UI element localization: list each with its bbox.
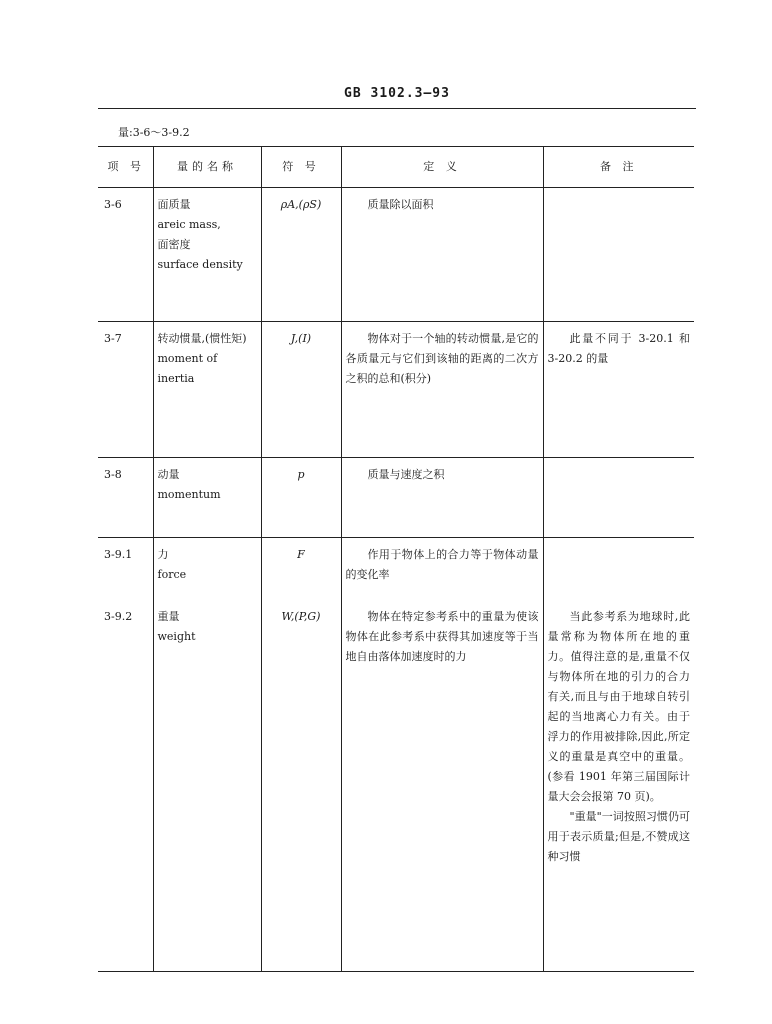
- column-header-quantity-name: 量的名称: [153, 147, 261, 188]
- quantity-name-en: force: [157, 568, 187, 581]
- quantity-name-zh: 力: [157, 548, 169, 561]
- column-header-definition: 定 义: [341, 147, 543, 188]
- page-header-title: GB 3102.3—93: [344, 86, 450, 101]
- table-row: [98, 322, 694, 458]
- header-rule: [98, 108, 696, 109]
- definition: 质量除以面积: [341, 188, 543, 322]
- quantity-name: [153, 458, 261, 538]
- definition: 作用于物体上的合力等于物体动量的变化率: [341, 538, 543, 600]
- definition: 质量与速度之积: [341, 458, 543, 538]
- table-row: [98, 188, 694, 322]
- item-no: 3-9.1: [104, 548, 133, 561]
- symbol: p: [261, 458, 341, 538]
- table-row: [98, 600, 694, 972]
- table-caption: 量:3-6～3-9.2: [118, 126, 190, 139]
- quantity-name: [153, 600, 261, 972]
- table-row: [98, 538, 694, 600]
- symbol: J,(I): [261, 322, 341, 458]
- remarks: 此量不同于 3-20.1 和 3-20.2 的量: [543, 322, 694, 458]
- remarks: [543, 458, 694, 538]
- quantities-table: [98, 146, 694, 972]
- quantity-name-en: areic mass,: [157, 218, 221, 231]
- definition: 物体在特定参考系中的重量为使该物体在此参考系中获得其加速度等于当地自由落体加速度时的力: [341, 600, 543, 972]
- quantity-name: [153, 322, 261, 458]
- quantity-name: [153, 188, 261, 322]
- symbol: W,(P,G): [261, 600, 341, 972]
- table-row: [98, 458, 694, 538]
- item-no: 3-6: [98, 188, 153, 322]
- definition: 物体对于一个轴的转动惯量,是它的各质量元与它们到该轴的距离的二次方之积的总和(积分): [341, 322, 543, 458]
- remarks: [543, 538, 694, 600]
- column-header-item-no: 项 号: [98, 147, 153, 188]
- quantity-name-en: momentum: [157, 488, 221, 501]
- symbol: ρA,(ρS): [261, 188, 341, 322]
- item-no: 3-7: [98, 322, 153, 458]
- symbol: F: [261, 538, 341, 600]
- remarks: [543, 600, 694, 972]
- quantity-name-zh: 重量: [157, 609, 180, 623]
- quantity-name-en-alt: surface density: [157, 258, 243, 271]
- quantity-name-zh-alt: 面密度: [157, 238, 191, 251]
- column-header-symbol: 符 号: [261, 147, 341, 188]
- quantity-name-zh: 转动惯量,(惯性矩): [157, 332, 247, 345]
- column-header-remarks: 备 注: [543, 147, 694, 188]
- remarks-paragraph: 当此参考系为地球时,此量常称为物体所在地的重力。值得注意的是,重量不仅与物体所在地的引力的合力有关,而且与由于地球自转引起的当地离心力有关。由于浮力的作用被排除,因此,所定义的重量是真空中的重量。(参看 1901 年第三届国际计量大会会报第 70 页)。: [547, 609, 690, 803]
- quantity-name-en: moment of inertia: [157, 352, 218, 385]
- item-no: 3-9.2: [104, 609, 133, 623]
- remarks-paragraph-note: "重量"一词按照习惯仍可用于表示质量;但是,不赞成这种习惯: [547, 809, 690, 863]
- table-header-row: [98, 147, 694, 188]
- quantity-name-en: weight: [157, 629, 196, 643]
- remarks: [543, 188, 694, 322]
- quantity-name: [153, 538, 261, 600]
- item-no: 3-8: [98, 458, 153, 538]
- quantity-name-zh: 面质量: [157, 198, 191, 211]
- quantity-name-zh: 动量: [157, 468, 180, 481]
